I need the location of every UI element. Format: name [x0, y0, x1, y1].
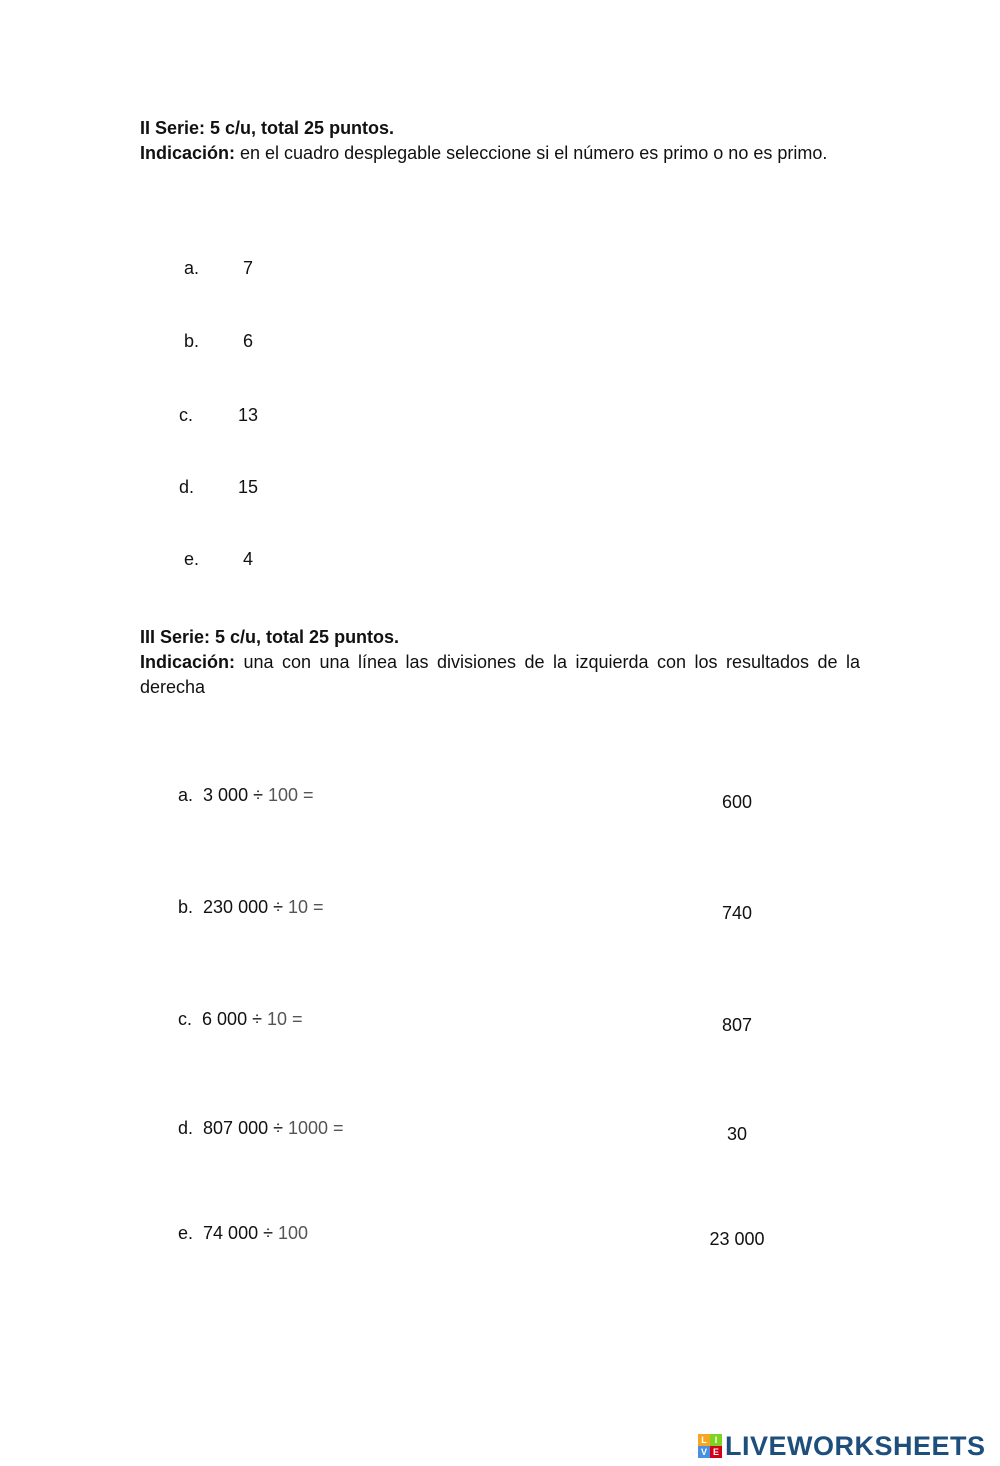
serie2-title: II Serie: 5 c/u, total 25 puntos.	[140, 118, 395, 138]
division-divisor: 10 =	[288, 897, 324, 917]
serie2-item-number: 13	[237, 405, 259, 425]
division-divisor: 10 =	[266, 1009, 303, 1029]
division-letter: c.	[178, 1009, 193, 1029]
division-divisor: 100	[277, 1223, 309, 1243]
division-dividend: 6 000 ÷	[202, 1009, 262, 1029]
serie2-item-letter: b.	[184, 331, 200, 351]
division-b	[178, 896, 324, 918]
division-divisor: 100 =	[267, 785, 314, 805]
serie2-item-number: 6	[242, 331, 253, 351]
serie3-header	[140, 625, 860, 700]
division-dividend: 3 000 ÷	[203, 785, 263, 805]
serie2-item-letter: d.	[179, 477, 195, 497]
serie2-item-number: 7	[242, 258, 253, 278]
division-e	[178, 1222, 308, 1244]
serie3-title: III Serie: 5 c/u, total 25 puntos.	[140, 627, 400, 647]
result-item[interactable]: 23 000	[709, 1229, 765, 1249]
division-letter: e.	[178, 1223, 194, 1243]
division-letter: a.	[178, 785, 194, 805]
division-divisor: 1000 =	[288, 1118, 344, 1138]
division-a	[178, 784, 314, 806]
division-dividend: 74 000 ÷	[203, 1223, 273, 1243]
result-item[interactable]: 740	[721, 903, 753, 923]
result-item[interactable]: 807	[721, 1015, 753, 1035]
serie2-item-letter: c.	[179, 405, 194, 425]
division-dividend: 807 000 ÷	[203, 1118, 283, 1138]
serie3-instruction	[140, 650, 860, 700]
serie2-header	[140, 116, 860, 166]
logo-text: LIVEWORKSHEETS	[725, 1430, 986, 1461]
serie3-instruction-label: Indicación:	[140, 652, 236, 672]
serie2-item-number: 15	[237, 477, 259, 497]
serie2-instruction-label: Indicación:	[140, 143, 236, 163]
result-item[interactable]: 600	[721, 792, 753, 812]
division-d	[178, 1117, 344, 1139]
liveworksheets-logo	[698, 1432, 986, 1460]
division-c	[178, 1008, 303, 1030]
serie3-instruction-text: una con una línea las divisiones de la izquierda con los resultados de la derecha	[140, 652, 860, 697]
logo-mark-icon: L I V E	[698, 1434, 722, 1458]
serie2-item-number: 4	[242, 549, 253, 569]
division-letter: d.	[178, 1118, 194, 1138]
serie2-item-letter: a.	[184, 258, 200, 278]
division-letter: b.	[178, 897, 194, 917]
serie2-item-letter: e.	[184, 549, 200, 569]
serie2-instruction	[140, 141, 860, 166]
division-dividend: 230 000 ÷	[203, 897, 283, 917]
serie2-instruction-text: en el cuadro desplegable seleccione si el número es primo o no es primo.	[235, 143, 828, 163]
result-item[interactable]: 30	[726, 1124, 748, 1144]
